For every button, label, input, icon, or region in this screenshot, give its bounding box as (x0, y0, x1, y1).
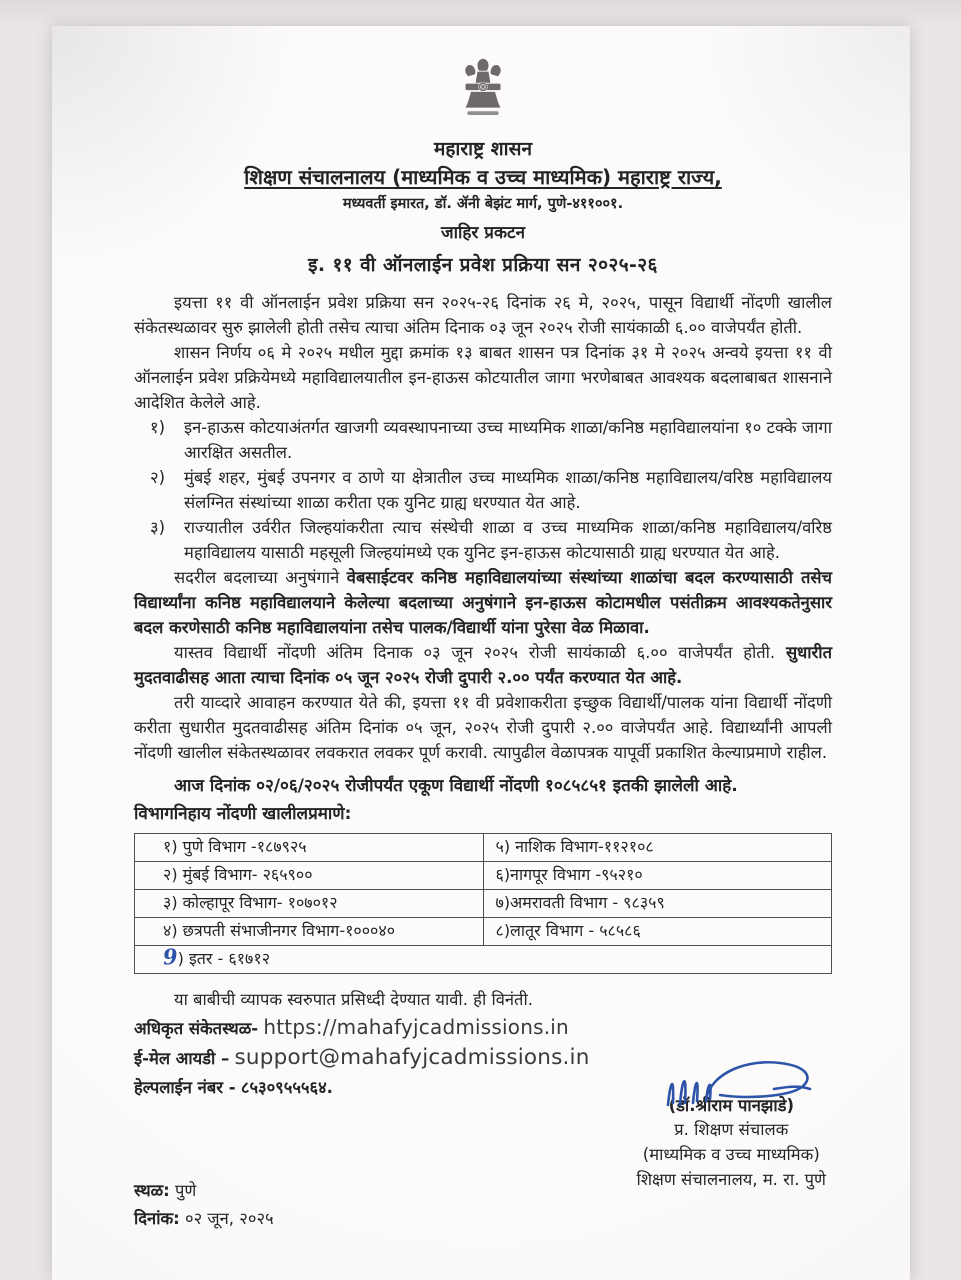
signature-footer-row (134, 1096, 832, 1233)
email-address: support@mahafyjcadmissions.in (234, 1045, 590, 1070)
helpline-number: ८५३०९५५५६४. (240, 1078, 333, 1097)
date-line (134, 1205, 274, 1233)
department-title-text: शिक्षण संचालनालय (माध्यमिक व उच्च माध्यमिक) महाराष्ट्र राज्य, (244, 165, 722, 189)
publicity-request-line: या बाबीची व्यापक स्वरुपात प्रसिध्दी देण्यात यावी. ही विनंती. (174, 990, 533, 1009)
signature-scribble (645, 1055, 834, 1111)
list-item (150, 465, 832, 515)
table-cell-nashik: ५) नाशिक विभाग-११२१०८ (483, 834, 832, 862)
list-item-number: ३) (150, 518, 166, 537)
paragraph-govt-resolution: शासन निर्णय ०६ मे २०२५ मधील मुद्दा क्रमांक १३ बाबत शासन पत्र दिनांक ३१ मे २०२५ अन्वये इयत्ता ११ वी ऑनलाईन प्रवेश प्रक्रियेमध्ये महाविद्यालयातील इन-हाऊस कोटयातील जागा भरणेबाबत आवश्यक बदलाबाबत शासनाने आदेशित केलेले आहे. (134, 343, 832, 412)
signatory-office: शिक्षण संचालनालय, म. रा. पुणे (636, 1170, 826, 1189)
table-cell-mumbai: २) मुंबई विभाग- २६५९०० (135, 862, 484, 890)
website-line (134, 1014, 832, 1042)
paragraph-appeal: तरी याव्दारे आवाहन करण्यात येते की, इयत्ता ११ वी प्रवेशाकरीता इच्छुक विद्यार्थी/पालक यांना विद्यार्थी नोंदणी करीता सुधारीत मुदतवाढीसह अंतिम दिनांक ०५ जून, २०२५ रोजी दुपारी २.०० वाजेपर्यंत आहे. विद्यार्थ्यांनी आपली नोंदणी खालील संकेतस्थळावर लवकरात लवकर पूर्ण करावी. त्यापुढील वेळापत्रक यापूर्वी प्रकाशित केल्याप्रमाणे राहील. (134, 693, 832, 762)
table-heading: विभागनिहाय नोंदणी खालीलप्रमाणे: (134, 804, 352, 824)
list-item-text: राज्यातील उर्वरीत जिल्हयांकरीता त्याच संस्थेची शाळा व उच्च माध्यमिक शाळा/कनिष्ठ महाविद्यालय/वरिष्ठ महाविद्यालय यासाठी महसूली जिल्हयांमध्ये एक युनिट इन-हाऊस कोटयासाठी ग्राह्य धरण्यात येत आहे. (184, 518, 832, 562)
paragraph-change-window (134, 565, 832, 640)
table-row-other (135, 946, 832, 974)
ashoka-emblem-icon (455, 56, 511, 126)
paragraph-extended-deadline-bold: सुधारीत मुदतवाढीसह आता त्याचा दिनांक ०५ जून २०२५ रोजी दुपारी २.०० पर्यंत करण्यात येत आहे. (134, 643, 832, 687)
place-line (134, 1177, 274, 1205)
list-item-text: इन-हाऊस कोटयाअंतर्गत खाजगी व्यवस्थापनाच्या उच्च माध्यमिक शाळा/कनिष्ठ महाविद्यालयांना १० टक्के जागा आरक्षित असतील. (184, 418, 832, 462)
list-item-number: १) (150, 418, 166, 437)
place-date-block (134, 1177, 274, 1233)
emblem-wrap (134, 56, 832, 130)
table-row (135, 890, 832, 918)
place-value: पुणे (175, 1181, 197, 1200)
inhouse-quota-list (150, 415, 832, 565)
table-cell-other-text: ) इतर - ६१७१२ (177, 949, 271, 968)
notice-type: जाहिर प्रकटन (440, 223, 526, 243)
place-label: स्थळ: (134, 1181, 170, 1200)
total-registration-line: आज दिनांक ०२/०६/२०२५ रोजीपर्यंत एकूण विद्यार्थी नोंदणी १०८५८५१ इतकी झालेली आहे. (174, 776, 738, 796)
table-cell-other (135, 943, 832, 974)
table-cell-nagpur: ६)नागपूर विभाग -९५२१० (483, 862, 832, 890)
table-row (135, 834, 832, 862)
date-label: दिनांक: (134, 1209, 180, 1228)
list-item-number: २) (150, 468, 166, 487)
paragraph-change-window-bold: वेबसाईटवर कनिष्ठ महाविद्यालयांच्या संस्थांच्या शाळांचा बदल करण्यासाठी तसेच विद्यार्थ्यांना कनिष्ठ महाविद्यालयाने केलेल्या बदलाच्या अनुषंगाने इन-हाऊस कोटामधील पसंतीक्रम आवश्यकतेनुसार बदल करणेसाठी कनिष्ठ महाविद्यालयांना तसेच पालक/विद्यार्थी यांना पुरेसा वेळ मिळावा. (134, 568, 832, 637)
paragraph-extended-deadline (134, 640, 832, 690)
signature-block (637, 1055, 826, 1192)
table-cell-sambhajinagar: ४) छत्रपती संभाजीनगर विभाग-१०००४० (135, 918, 484, 946)
department-title (134, 163, 832, 190)
table-row (135, 862, 832, 890)
notice-page (52, 26, 910, 1280)
list-item-text: मुंबई शहर, मुंबई उपनगर व ठाणे या क्षेत्रातील उच्च माध्यमिक शाळा/कनिष्ठ महाविद्यालय/वरिष्ठ महाविद्यालय संलग्नित संस्थांच्या शाळा करीता एक युनिट ग्राह्य धरण्यात येत आहे. (184, 468, 832, 512)
notice-subject: इ. ११ वी ऑनलाईन प्रवेश प्रक्रिया सन २०२५-२६ (308, 254, 658, 276)
table-row (135, 918, 832, 946)
table-cell-latur: ८)लातूर विभाग - ५८५८६ (483, 918, 832, 946)
list-item (150, 415, 832, 465)
signature-icon (654, 1055, 824, 1111)
department-address: मध्यवर्ती इमारत, डॉ. ॲनी बेझंट मार्ग, पुणे-४११००१. (342, 196, 624, 212)
registration-table (134, 833, 832, 974)
website-url: https://mahafyjcadmissions.in (263, 1015, 569, 1039)
handwritten-number: 9 (162, 943, 179, 970)
paragraph-extended-deadline-lead: यास्तव विद्यार्थी नोंदणी अंतिम दिनाक ०३ जून २०२५ रोजी सायंकाळी ६.०० वाजेपर्यंत होती. (174, 643, 786, 662)
paragraph-change-window-lead: सदरील बदलाच्या अनुषंगाने (174, 568, 347, 587)
website-label: अधिकृत संकेतस्थळ- (134, 1019, 259, 1038)
date-value: ०२ जून, २०२५ (185, 1209, 274, 1228)
government-title: महाराष्ट्र शासन (433, 138, 532, 160)
signatory-name: (डॉ.श्रीराम पानझाडे) (668, 1096, 794, 1115)
helpline-label: हेल्पलाईन नंबर - (134, 1078, 236, 1097)
table-cell-pune: १) पुणे विभाग -१८७९२५ (135, 834, 484, 862)
table-cell-kolhapur: ३) कोल्हापूर विभाग- १०७०१२ (135, 890, 484, 918)
notice-content (52, 26, 910, 1233)
paragraph-registration-start: इयत्ता ११ वी ऑनलाईन प्रवेश प्रक्रिया सन २०२५-२६ दिनांक २६ मे, २०२५, पासून विद्यार्थी नोंदणी खालील संकेतस्थळावर सुरु झालेली होती तसेच त्याचा अंतिम दिनाक ०३ जून २०२५ रोजी सायंकाळी ६.०० वाजेपर्यंत होती. (134, 293, 832, 337)
table-cell-amravati: ७)अमरावती विभाग - ९८३५९ (483, 890, 832, 918)
list-item (150, 515, 832, 565)
signatory-designation-2: (माध्यमिक व उच्च माध्यमिक) (642, 1145, 820, 1164)
email-label: ई-मेल आयडी – (134, 1049, 230, 1068)
signatory-designation: प्र. शिक्षण संचालक (674, 1120, 789, 1139)
